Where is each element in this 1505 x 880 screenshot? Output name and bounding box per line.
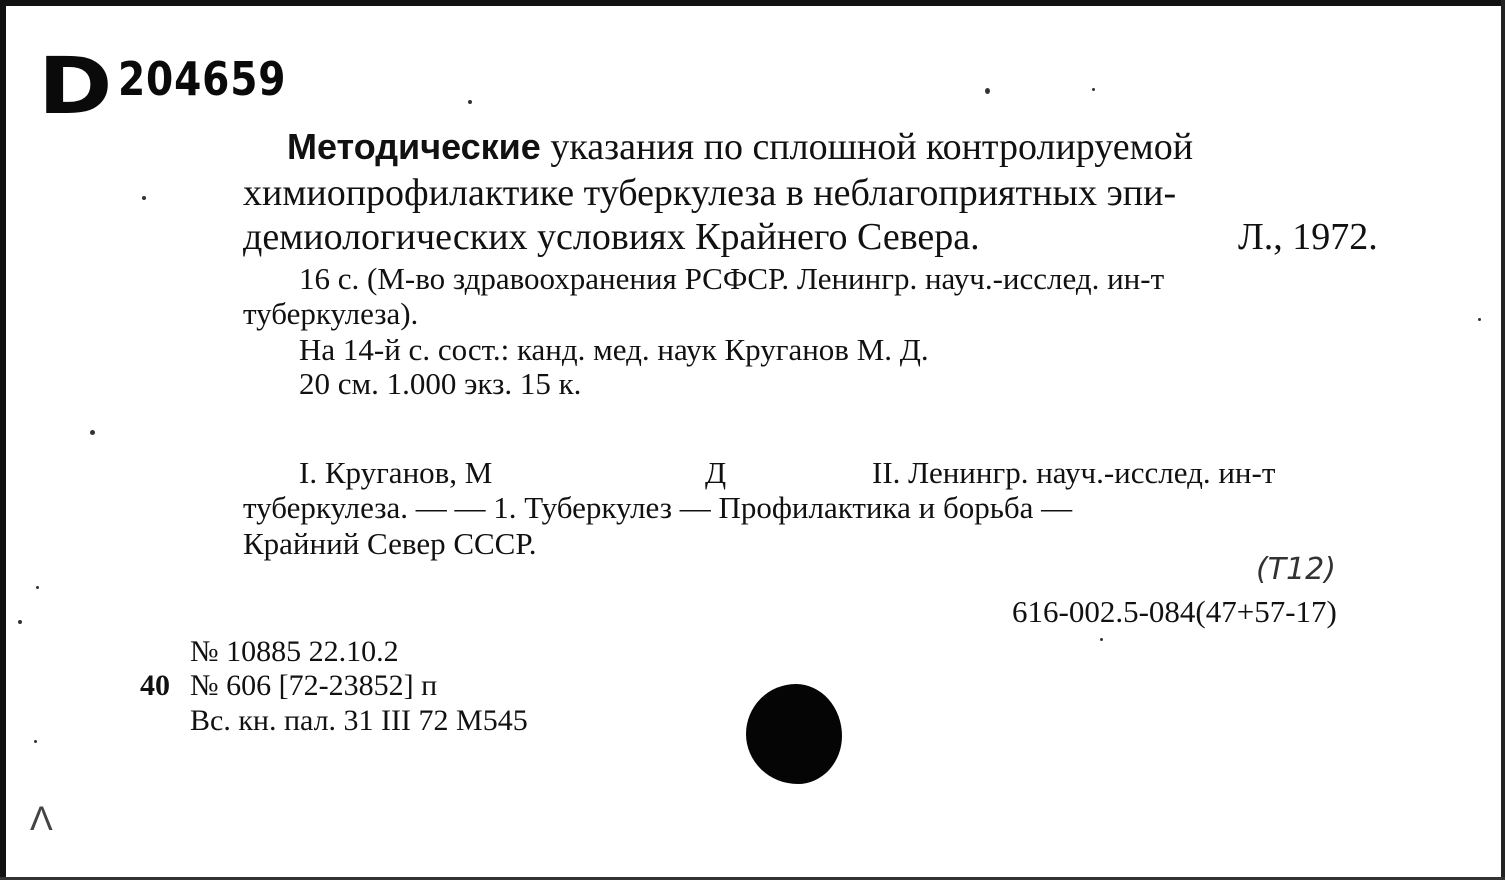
footer-prefix-number: 40: [140, 669, 170, 702]
title-line-1-rest: указания по сплошной контролируемой: [550, 126, 1194, 168]
collection-mark: D: [38, 42, 113, 132]
title-lead-word: Методические: [287, 126, 541, 167]
footer-line-2: № 606 [72-23852] п: [190, 669, 438, 702]
speck: [90, 430, 95, 435]
punch-hole-blot: [746, 684, 842, 784]
speck: [34, 740, 37, 743]
tracing-subjects: туберкулеза. — — 1. Туберкулез — Профилактика и борьба —: [243, 490, 1073, 525]
description-line-4: 20 см. 1.000 экз. 15 к.: [299, 366, 582, 401]
card-border-right: [1501, 0, 1505, 880]
speck: [1100, 638, 1103, 641]
description-line-1: 16 с. (М-во здравоохранения РСФСР. Ленингр. науч.-исслед. ин-т: [299, 261, 1165, 296]
title-place-year: Л., 1972.: [1238, 216, 1378, 258]
tracing-institution: II. Ленингр. науч.-исслед. ин-т: [872, 455, 1276, 490]
description-line-3: На 14-й с. сост.: канд. мед. наук Круганов М. Д.: [299, 332, 929, 367]
description-line-2: туберкулеза).: [243, 296, 419, 331]
speck: [468, 100, 472, 104]
speck: [1478, 318, 1481, 321]
footer-line-3: Вс. кн. пал. 31 III 72 М545: [190, 704, 528, 737]
speck: [18, 620, 22, 624]
title-line-3: демиологических условиях Крайнего Севера.: [243, 216, 980, 258]
tracing-author: I. Круганов, М: [299, 455, 493, 490]
corner-mark: Λ: [30, 800, 53, 838]
speck: [142, 196, 146, 200]
card-border-top: [0, 0, 1505, 6]
tracing-author-initial: Д: [705, 455, 727, 490]
card-border-left: [0, 0, 6, 880]
footer-line-1: № 10885 22.10.2: [190, 635, 399, 668]
speck: [36, 586, 39, 589]
catalog-number: 204659: [118, 52, 287, 106]
tracing-region: Крайний Север СССР.: [243, 526, 537, 561]
udc-classification: 616-002.5-084(47+57-17): [1012, 594, 1337, 629]
title-line-2: химиопрофилактике туберкулеза в неблагоприятных эпи-: [243, 172, 1177, 214]
title-line-1: [287, 128, 1193, 166]
speck: [1092, 88, 1095, 91]
speck: [985, 88, 990, 94]
handwritten-note: (T12): [1256, 552, 1336, 587]
